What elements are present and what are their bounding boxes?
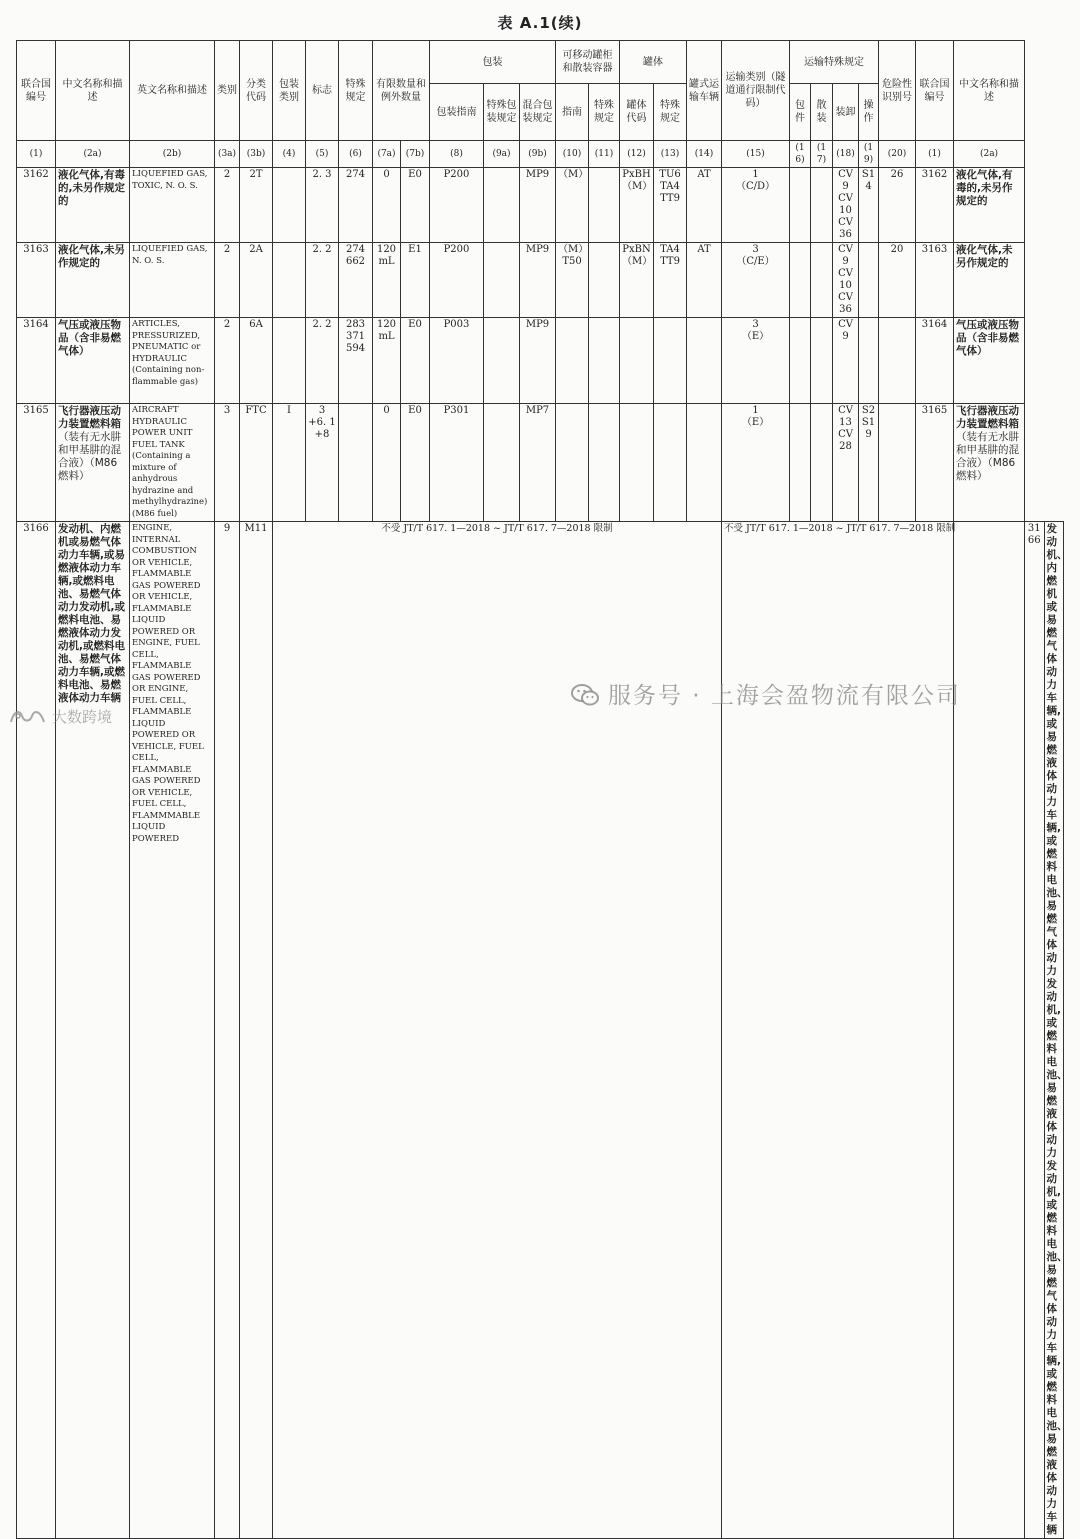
cn-name-right-main: 发动机、内燃机或易燃气体动力车辆,或易燃液体动力车辆,或燃料电池、易燃气体动力发动机,或燃料电池、易燃液体动力发动机,或燃料电池、易燃气体动力车辆,或燃料电池、易燃液体动力车辆 <box>1046 523 1068 1536</box>
special-provisions: 283 371 594 <box>339 318 373 404</box>
mixed-pack: MP7 <box>520 404 556 522</box>
class: 2 <box>215 318 240 404</box>
loading: CV9 <box>833 318 859 404</box>
un-number: 3164 <box>17 318 56 404</box>
un-number-right: 3166 <box>1025 522 1044 1539</box>
column-number: (20) <box>879 141 916 168</box>
hdr-un-no-right: 联合国编号 <box>916 41 954 141</box>
column-number: (3a) <box>215 141 240 168</box>
special-provisions: 274 <box>339 168 373 243</box>
pack-group <box>273 243 306 318</box>
column-number: (15) <box>722 141 790 168</box>
mixed-pack: MP9 <box>520 243 556 318</box>
un-number-right: 3163 <box>916 243 954 318</box>
limited-qty: 0 <box>373 404 401 522</box>
pack-instr: P301 <box>430 404 484 522</box>
cn-name-right <box>954 404 1025 522</box>
packages <box>790 318 811 404</box>
hdr-tank: 罐体 <box>620 41 687 84</box>
column-number: (12) <box>620 141 654 168</box>
cn-name-right <box>954 318 1025 404</box>
column-number: (18) <box>833 141 859 168</box>
hdr-hazard-id: 危险性识别号 <box>879 41 916 141</box>
portable-special <box>589 404 620 522</box>
watermark-text: 服务号 · 上海会盈物流有限公司 <box>608 683 961 709</box>
column-number: (19) <box>859 141 879 168</box>
hdr-operation: 操作 <box>859 84 879 141</box>
table-row <box>17 243 1064 318</box>
transport-cat: 1 （E） <box>722 404 790 522</box>
tank-code: PxBH （M） <box>620 168 654 243</box>
tank-vehicle: AT <box>687 243 722 318</box>
mixed-pack: MP9 <box>520 168 556 243</box>
column-number: (5) <box>306 141 339 168</box>
en-name: LIQUEFIED GAS, N. O. S. <box>130 243 215 318</box>
hazard-id: 20 <box>879 243 916 318</box>
limited-qty: 120mL <box>373 243 401 318</box>
un-number-right: 3165 <box>916 404 954 522</box>
hdr-pack-group: 包装类别 <box>273 41 306 141</box>
tank-special: TA4 TT9 <box>654 243 687 318</box>
hdr-cn-name: 中文名称和描述 <box>56 41 130 141</box>
packages <box>790 243 811 318</box>
cn-name-right <box>954 243 1025 318</box>
hdr-tank-code: 罐体代码 <box>620 84 654 141</box>
packages <box>790 168 811 243</box>
class: 3 <box>215 404 240 522</box>
pack-group: I <box>273 404 306 522</box>
cn-name-right <box>954 168 1025 243</box>
limited-qty: 0 <box>373 168 401 243</box>
cn-name <box>56 243 130 318</box>
table-row <box>17 168 1064 243</box>
portable-instr: （M） T50 <box>556 243 589 318</box>
bulk <box>811 243 833 318</box>
hdr-cn-name-right: 中文名称和描述 <box>954 41 1025 141</box>
hdr-loading: 装卸 <box>833 84 859 141</box>
tank-vehicle <box>687 318 722 404</box>
cn-name-right-sub: （装有无水肼和甲基肼的混合液）（M86 燃料） <box>956 431 1020 482</box>
tank-code: PxBN （M） <box>620 243 654 318</box>
cn-name-main: 液化气体,未另作规定的 <box>58 244 125 269</box>
cn-name-right-main: 气压或液压物品（含非易燃气体） <box>956 319 1020 357</box>
excepted-qty: E0 <box>401 318 430 404</box>
column-number: (16) <box>790 141 811 168</box>
limited-qty: 120mL <box>373 318 401 404</box>
un-number: 3165 <box>17 404 56 522</box>
hdr-class: 类别 <box>215 41 240 141</box>
portable-special <box>589 243 620 318</box>
loading: CV9 CV10 CV36 <box>833 168 859 243</box>
hdr-portable-instr: 指南 <box>556 84 589 141</box>
bulk <box>811 404 833 522</box>
class: 2 <box>215 243 240 318</box>
column-number: (2a) <box>56 141 130 168</box>
class-code: M11 <box>240 522 273 1539</box>
cn-name-main: 飞行器液压动力装置燃料箱 <box>58 405 121 430</box>
transport-cat: 3 （E） <box>722 318 790 404</box>
watermark-corner <box>8 706 112 727</box>
un-number: 3166 <box>17 522 56 1539</box>
special-pack <box>484 168 520 243</box>
special-pack <box>484 404 520 522</box>
cn-name <box>56 318 130 404</box>
bulk <box>811 168 833 243</box>
hdr-packages: 包件 <box>790 84 811 141</box>
column-number: (2a) <box>954 141 1025 168</box>
operation <box>859 243 879 318</box>
table-row <box>17 318 1064 404</box>
hdr-un-no: 联合国编号 <box>17 41 56 141</box>
logo-icon <box>8 707 48 725</box>
tank-special: TU6 TA4 TT9 <box>654 168 687 243</box>
un-number: 3162 <box>17 168 56 243</box>
hdr-transport-special: 运输特殊规定 <box>790 41 879 84</box>
cn-name-main: 发动机、内燃机或易燃气体动力车辆,或易燃液体动力车辆,或燃料电池、易燃气体动力发动机,或燃料电池、易燃液体动力发动机,或燃料电池、易燃气体动力车辆,或燃料电池、易燃液体动力车辆 <box>58 523 125 704</box>
un-number-right: 3164 <box>916 318 954 404</box>
cn-name-right-main: 液化气体,未另作规定的 <box>956 244 1013 269</box>
tank-code <box>620 404 654 522</box>
special-pack <box>484 318 520 404</box>
excepted-qty: E0 <box>401 404 430 522</box>
label: 3 +6. 1 +8 <box>306 404 339 522</box>
cn-name-sub: （装有无水肼和甲基肼的混合液）（M86 燃料） <box>58 431 121 482</box>
loading: CV9 CV10 CV36 <box>833 243 859 318</box>
dangerous-goods-table <box>16 40 1068 1539</box>
portable-instr <box>556 318 589 404</box>
transport-cat: 3 （C/E） <box>722 243 790 318</box>
label: 2. 2 <box>306 243 339 318</box>
en-name: AIRCRAFT HYDRAULIC POWER UNIT FUEL TANK (Containing a mixture of anhydrous hydrazine and methylhydrazine) (M86 fuel) <box>130 404 215 522</box>
pack-group <box>273 168 306 243</box>
column-number: (3b) <box>240 141 273 168</box>
operation <box>859 318 879 404</box>
column-number: (6) <box>339 141 373 168</box>
column-number: (13) <box>654 141 687 168</box>
cn-name-right-main: 液化气体,有毒的,未另作规定的 <box>956 169 1013 207</box>
label: 2. 2 <box>306 318 339 404</box>
hdr-portable-special: 特殊规定 <box>589 84 620 141</box>
hazard-id <box>879 318 916 404</box>
hazard-id: 26 <box>879 168 916 243</box>
hdr-class-code: 分类代码 <box>240 41 273 141</box>
hdr-tank-special: 特殊规定 <box>654 84 687 141</box>
operation: S2 S19 <box>859 404 879 522</box>
column-number: (8) <box>430 141 484 168</box>
column-number: (4) <box>273 141 306 168</box>
cn-name-right <box>1044 522 1068 1539</box>
column-number: (1) <box>916 141 954 168</box>
hdr-pack-instr: 包装指南 <box>430 84 484 141</box>
class-code: 6A <box>240 318 273 404</box>
pack-instr: P200 <box>430 243 484 318</box>
portable-instr <box>556 404 589 522</box>
column-number: (9b) <box>520 141 556 168</box>
un-number: 3163 <box>17 243 56 318</box>
loading: CV13 CV28 <box>833 404 859 522</box>
tank-vehicle <box>687 404 722 522</box>
transport-cat: 1 （C/D） <box>722 168 790 243</box>
exemption-note-right <box>722 522 954 1539</box>
wechat-icon <box>570 683 600 707</box>
hdr-mixed-pack: 混合包装规定 <box>520 84 556 141</box>
column-number: (10) <box>556 141 589 168</box>
watermark-main <box>570 677 961 710</box>
table-title: 表 A.1(续) <box>497 14 583 32</box>
hdr-special: 特殊规定 <box>339 41 373 141</box>
excepted-qty: E0 <box>401 168 430 243</box>
class: 2 <box>215 168 240 243</box>
tank-special <box>654 318 687 404</box>
column-number: (1) <box>17 141 56 168</box>
exemption-note-left <box>273 522 722 1539</box>
label: 2. 3 <box>306 168 339 243</box>
column-number: (2b) <box>130 141 215 168</box>
hdr-tank-vehicle: 罐式运输车辆 <box>687 41 722 141</box>
cn-name <box>56 404 130 522</box>
pack-group <box>273 318 306 404</box>
special-provisions <box>339 404 373 522</box>
class-code: 2T <box>240 168 273 243</box>
column-number: (11) <box>589 141 620 168</box>
column-number: (7b) <box>401 141 430 168</box>
column-number: (9a) <box>484 141 520 168</box>
pack-instr: P003 <box>430 318 484 404</box>
portable-instr: （M） <box>556 168 589 243</box>
tank-special <box>654 404 687 522</box>
hdr-bulk: 散装 <box>811 84 833 141</box>
hdr-portable: 可移动罐柜和散装容器 <box>556 41 620 84</box>
excepted-qty: E1 <box>401 243 430 318</box>
hazard-id <box>879 404 916 522</box>
packages <box>790 404 811 522</box>
cn-name-main: 液化气体,有毒的,未另作规定的 <box>58 169 125 207</box>
hdr-labels: 标志 <box>306 41 339 141</box>
cn-name-right-main: 飞行器液压动力装置燃料箱 <box>956 405 1020 430</box>
hdr-special-pack: 特殊包装规定 <box>484 84 520 141</box>
tank-code <box>620 318 654 404</box>
portable-special <box>589 318 620 404</box>
class-code: FTC <box>240 404 273 522</box>
special-pack <box>484 243 520 318</box>
hdr-en-name: 英文名称和描述 <box>130 41 215 141</box>
hazard-id <box>954 522 1025 1539</box>
class: 9 <box>215 522 240 1539</box>
column-number-row <box>17 141 1064 168</box>
class-code: 2A <box>240 243 273 318</box>
tank-vehicle: AT <box>687 168 722 243</box>
en-name: ENGINE, INTERNAL COMBUSTION OR VEHICLE, FLAMMABLE GAS POWERED OR VEHICLE, FLAMMABLE LIQUID POWERED OR ENGINE, FUEL CELL, FLAMMABLE GAS POWERED OR ENGINE, FUEL CELL, FLAMMABLE LIQUID POWERED OR VEHICLE, FUEL CELL, FLAMMABLE GAS POWERED OR VEHICLE, FUEL CELL, FLAMMMABLE LIQUID POWERED <box>130 522 215 1539</box>
exemption-note-text: 不受 JT/T 617. 1—2018 ~ JT/T 617. 7—2018 限制 <box>724 523 956 534</box>
hdr-limited: 有限数量和例外数量 <box>373 41 430 141</box>
en-name: LIQUEFIED GAS, TOXIC, N. O. S. <box>130 168 215 243</box>
column-number: (14) <box>687 141 722 168</box>
un-number-right: 3162 <box>916 168 954 243</box>
hdr-transport-cat: 运输类别（隧道通行限制代码） <box>722 41 790 141</box>
table-row <box>17 522 1064 1539</box>
cn-name-main: 气压或液压物品（含非易燃气体） <box>58 319 121 357</box>
en-name: ARTICLES, PRESSURIZED, PNEUMATIC or HYDRAULIC (Containing non-flammable gas) <box>130 318 215 404</box>
hdr-packaging: 包装 <box>430 41 556 84</box>
column-number: (17) <box>811 141 833 168</box>
cn-name <box>56 522 130 1539</box>
pack-instr: P200 <box>430 168 484 243</box>
bulk <box>811 318 833 404</box>
watermark-corner-text: 大数跨境 <box>52 708 113 726</box>
operation: S14 <box>859 168 879 243</box>
column-number: (7a) <box>373 141 401 168</box>
cn-name <box>56 168 130 243</box>
mixed-pack: MP9 <box>520 318 556 404</box>
exemption-note-text: 不受 JT/T 617. 1—2018 ~ JT/T 617. 7—2018 限制 <box>381 523 613 534</box>
special-provisions: 274 662 <box>339 243 373 318</box>
table-row <box>17 404 1064 522</box>
portable-special <box>589 168 620 243</box>
